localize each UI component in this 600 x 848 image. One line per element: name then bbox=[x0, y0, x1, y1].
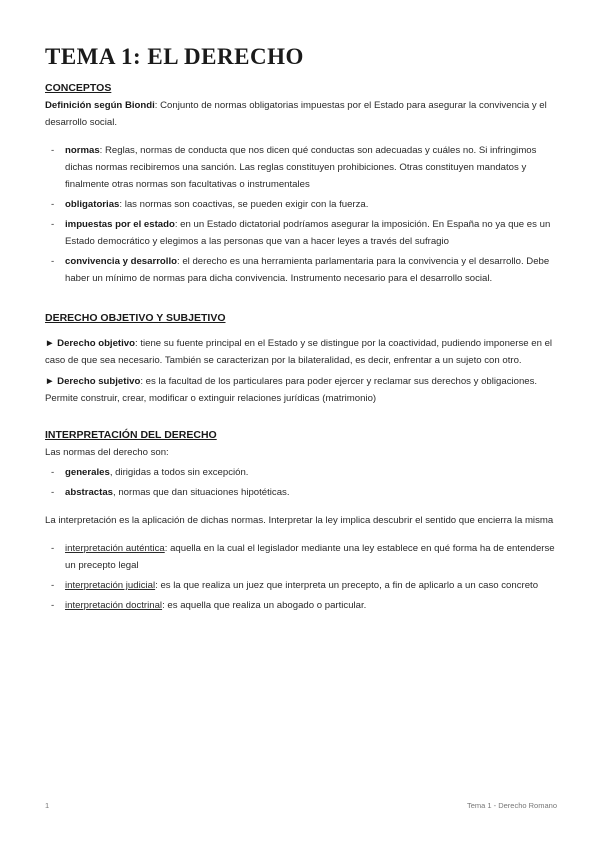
footer-label: Tema 1 - Derecho Romano bbox=[466, 801, 557, 810]
list-item: - normas: Reglas, normas de conducta que nos dicen qué conductas son adecuadas y cuáles no. Si infringimos dichas normas recibiremos una sanción. Las reglas constituyen prohibiciones. Otras constituyen mandatos y finalmente otras normas son facultativas o instrumentales bbox=[51, 145, 537, 190]
list-item: - abstractas, normas que dan situaciones hipotéticas. bbox=[51, 487, 290, 498]
list-item-term: convivencia y desarrollo bbox=[65, 256, 177, 267]
list-item-text: : las normas son coactivas, se pueden exigir con la fuerza. bbox=[119, 199, 369, 210]
list-item-text: : es la que realiza un juez que interpreta un precepto, a fin de aplicarlo a un caso concreto bbox=[155, 580, 539, 591]
list-item: - generales, dirigidas a todos sin excepción. bbox=[51, 467, 249, 478]
list-item-term: normas bbox=[65, 145, 100, 156]
list-item: - interpretación auténtica: aquella en la cual el legislador mediante una ley establece en qué forma ha de entenderse un precepto legal bbox=[51, 543, 555, 571]
definition-text: : Conjunto de normas obligatorias impuestas por el Estado para asegurar la convivencia y el desarrollo social. bbox=[45, 100, 547, 128]
list-item: - interpretación judicial: es la que realiza un juez que interpreta un precepto, a fin de aplicarlo a un caso concreto bbox=[51, 580, 539, 591]
list-item-text: : Reglas, normas de conducta que nos dicen qué conductas son adecuadas y cuáles no. Si infringimos dichas normas recibiremos una sanción. Las reglas constituyen prohibiciones. Otras constituyen mandatos y finalmente otras normas son facultativas o instrumentales bbox=[65, 145, 537, 190]
subjetivo-paragraph bbox=[45, 373, 560, 407]
section-heading-objetivo: DERECHO OBJETIVO Y SUBJETIVO bbox=[45, 312, 226, 324]
list-item-text: : aquella en la cual el legislador mediante una ley establece en qué forma ha de entenderse un precepto legal bbox=[65, 543, 555, 571]
objetivo-text: : tiene su fuente principal en el Estado y se distingue por la coactividad, pudiendo imponerse en el caso de que sea necesario. También se caracterizan por la bilateralidad, es decir, enfrentar a un sujeto con otro. bbox=[45, 338, 553, 366]
interpretacion-paragraph: La interpretación es la aplicación de dichas normas. Interpretar la ley implica descubrir el sentido que encierra la misma bbox=[45, 515, 554, 526]
list-item: - obligatorias: las normas son coactivas, se pueden exigir con la fuerza. bbox=[51, 199, 369, 210]
list-item-text: : el derecho es una herramienta parlamentaria para la convivencia y el desarrollo. Debe haber un mínimo de normas para dicha convivencia. Instrumento necesario para el desarrollo social. bbox=[65, 256, 550, 284]
list-item-term: abstractas bbox=[65, 487, 113, 498]
list-item-text: : es aquella que realiza un abogado o particular. bbox=[162, 600, 367, 611]
list-item-term: interpretación doctrinal bbox=[65, 600, 163, 611]
list-item-text: , normas que dan situaciones hipotéticas. bbox=[113, 487, 290, 498]
objetivo-label: ► Derecho objetivo bbox=[45, 338, 135, 349]
subjetivo-label: ► Derecho subjetivo bbox=[45, 376, 141, 387]
list-item-text: : en un Estado dictatorial podríamos asegurar la imposición. En España no ya que es un Estado democrático y elegimos a las personas que van a hacer leyes a través del sufragio bbox=[65, 219, 551, 247]
list-item-term: interpretación judicial bbox=[65, 580, 156, 591]
objetivo-paragraph bbox=[45, 335, 560, 369]
list-item: - convivencia y desarrollo: el derecho es una herramienta parlamentaria para la convivencia y el desarrollo. Debe haber un mínimo de normas para dicha convivencia. Instrumento necesario para el desarrollo social. bbox=[51, 256, 550, 284]
conceptos-list bbox=[45, 142, 560, 287]
list-item-term: impuestas por el estado bbox=[65, 219, 175, 230]
list-item: - interpretación doctrinal: es aquella que realiza un abogado o particular. bbox=[51, 600, 367, 611]
list-item-term: obligatorias bbox=[65, 199, 120, 210]
list-item-term: interpretación auténtica bbox=[65, 543, 165, 554]
subjetivo-text: : es la facultad de los particulares para poder ejercer y reclamar sus derechos y obligaciones. Permite construir, crear, modificar o extinguir relaciones jurídicas (matrimonio) bbox=[45, 376, 538, 404]
clases-list bbox=[45, 540, 560, 614]
interpretacion-intro: Las normas del derecho son: bbox=[45, 447, 169, 458]
tipos-list bbox=[45, 464, 560, 501]
section-heading-conceptos: CONCEPTOS bbox=[45, 82, 112, 94]
list-item-text: , dirigidas a todos sin excepción. bbox=[109, 467, 249, 478]
list-item: - impuestas por el estado: en un Estado dictatorial podríamos asegurar la imposición. En España no ya que es un Estado democrático y elegimos a las personas que van a hacer leyes a través del sufragio bbox=[51, 219, 551, 247]
page-number: 1 bbox=[45, 801, 50, 810]
list-item-term: generales bbox=[65, 467, 110, 478]
definition-label: Definición según Biondi bbox=[45, 100, 155, 111]
document-page bbox=[45, 44, 560, 617]
definition-paragraph bbox=[45, 97, 560, 131]
section-heading-interpretacion: INTERPRETACIÓN DEL DERECHO bbox=[45, 429, 217, 441]
page-title: TEMA 1: EL DERECHO bbox=[45, 44, 304, 69]
